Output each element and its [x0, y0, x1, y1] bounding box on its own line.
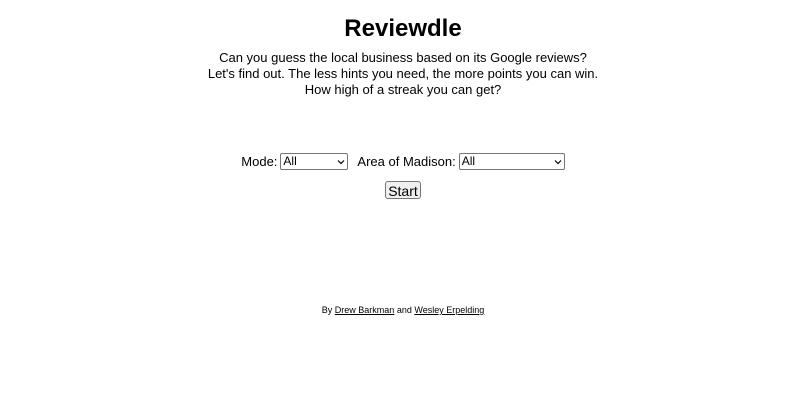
mode-select-value: All — [283, 154, 297, 168]
area-select[interactable] — [459, 153, 565, 170]
intro-line-3: How high of a streak you can get? — [304, 82, 502, 97]
author-link-wesley-erpelding[interactable]: Wesley Erpelding — [414, 305, 485, 315]
start-container — [0, 181, 806, 199]
byline — [0, 303, 806, 317]
intro-line-1: Can you guess the local business based on its Google reviews? — [219, 50, 587, 65]
game-options — [0, 153, 806, 170]
area-label: Area of Madison: — [357, 154, 456, 169]
intro-line-2: Let's find out. The less hints you need, the more points you can win. — [207, 66, 599, 81]
byline-by: By — [321, 305, 333, 315]
intro-text — [0, 50, 806, 98]
chevron-down-icon — [554, 158, 562, 166]
mode-label: Mode: — [241, 154, 278, 169]
mode-select[interactable] — [280, 153, 348, 170]
chevron-down-icon — [337, 158, 345, 166]
page-title: Reviewdle — [344, 15, 462, 42]
author-link-drew-barkman[interactable]: Drew Barkman — [334, 305, 395, 315]
byline-and: and — [396, 305, 412, 315]
start-button[interactable]: Start — [385, 181, 421, 199]
area-select-value: All — [461, 154, 476, 168]
